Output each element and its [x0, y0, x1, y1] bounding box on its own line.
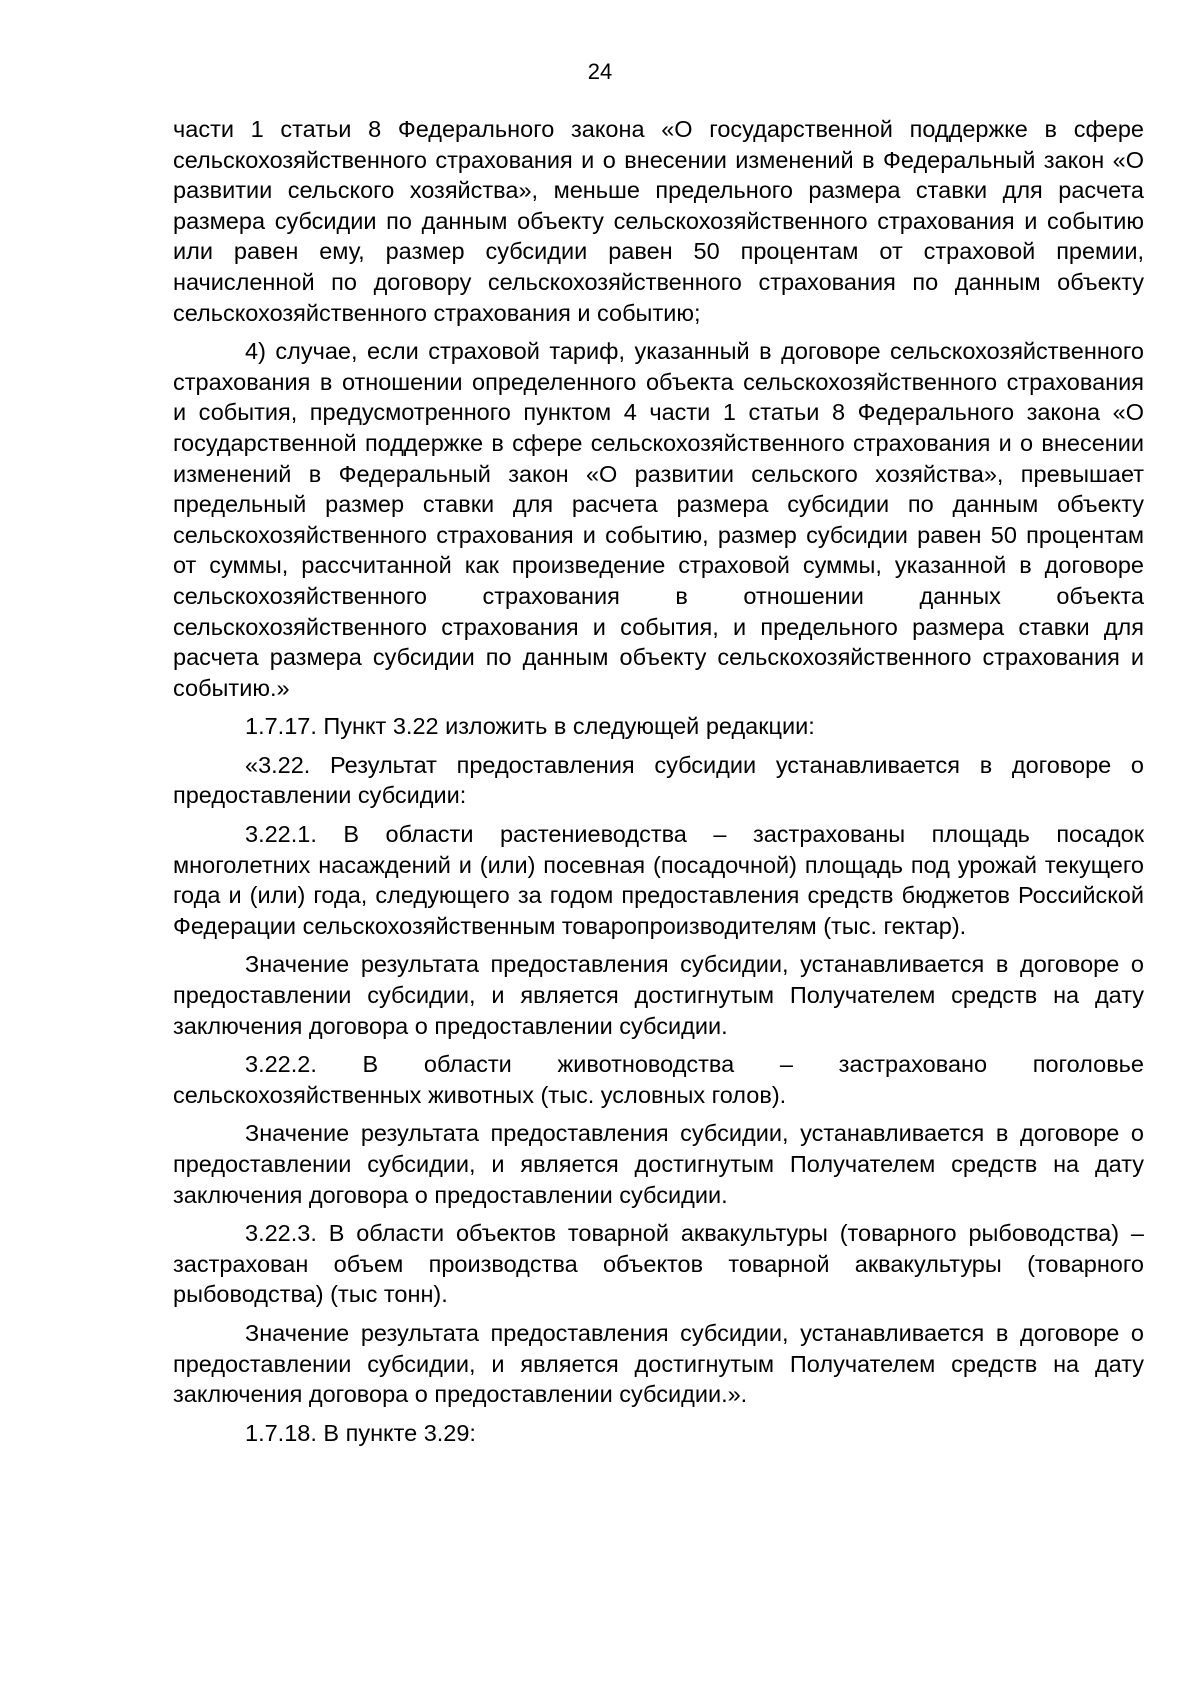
- paragraph-1-7-18: 1.7.18. В пункте 3.29:: [245, 1419, 476, 1446]
- paragraph-continuation: части 1 статьи 8 Федерального закона «О государственной поддержке в сфере сельскохозяйственного страхования и о внесении изменений в Федеральный закон «О развитии сельского хозяйства», меньше предельного размера ставки для расчета размера субсидии по данным объекту сельскохозяйственного страхования и событию или равен ему, размер субсидии равен 50 процентам от страховой премии, начисленной по договору сельскохозяйственного страхования по данным объекту сельскохозяйственного страхования и событию;: [173, 116, 1144, 326]
- paragraph-result-value-2: Значение результата предоставления субсидии, устанавливается в договоре о предоставлении субсидии, и является достигнутым Получателем средств на дату заключения договора о предоставлении субсидии.: [173, 1120, 1144, 1208]
- paragraph-item-4: 4) случае, если страховой тариф, указанный в договоре сельскохозяйственного страхования в отношении определенного объекта сельскохозяйственного страхования и события, предусмотренного пунктом 4 части 1 статьи 8 Федерального закона «О государственной поддержке в сфере сельскохозяйственного страхования и о внесении изменений в Федеральный закон «О развитии сельского хозяйства», превышает предельный размер ставки для расчета размера субсидии по данным объекту сельскохозяйственного страхования и событию, размер субсидии равен 50 процентам от суммы, рассчитанной как произведение страховой суммы, указанной в договоре сельскохозяйственного страхования в отношении данных объекта сельскохозяйственного страхования и события, и предельного размера ставки для расчета размера субсидии по данным объекту сельскохозяйственного страхования и событию.»: [173, 338, 1144, 701]
- document-body: [173, 114, 1144, 1456]
- paragraph-1-7-17: 1.7.17. Пункт 3.22 изложить в следующей редакции:: [245, 713, 815, 740]
- paragraph-3-22-3: 3.22.3. В области объектов товарной аквакультуры (товарного рыбоводства) – застрахован объем производства объектов товарной аквакультуры (товарного рыбоводства) (тыс тонн).: [173, 1220, 1144, 1308]
- paragraph-3-22-2: 3.22.2. В области животноводства – застраховано поголовье сельскохозяйственных животных (тыс. условных голов).: [173, 1051, 1144, 1108]
- paragraph-result-value-1: Значение результата предоставления субсидии, устанавливается в договоре о предоставлении субсидии, и является достигнутым Получателем средств на дату заключения договора о предоставлении субсидии.: [173, 951, 1144, 1039]
- paragraph-3-22: «3.22. Результат предоставления субсидии устанавливается в договоре о предоставлении субсидии:: [173, 751, 1144, 809]
- paragraph-result-value-3: Значение результата предоставления субсидии, устанавливается в договоре о предоставлении субсидии, и является достигнутым Получателем средств на дату заключения договора о предоставлении субсидии.».: [173, 1319, 1144, 1408]
- paragraph-3-22-1: 3.22.1. В области растениеводства – застрахованы площадь посадок многолетних насаждений и (или) посевная (посадочной) площадь под урожай текущего года и (или) года, следующего за годом предоставления средств бюджетов Российской Федерации сельскохозяйственным товаропроизводителям (тыс. гектар).: [173, 821, 1144, 939]
- page-number: 24: [587, 59, 613, 84]
